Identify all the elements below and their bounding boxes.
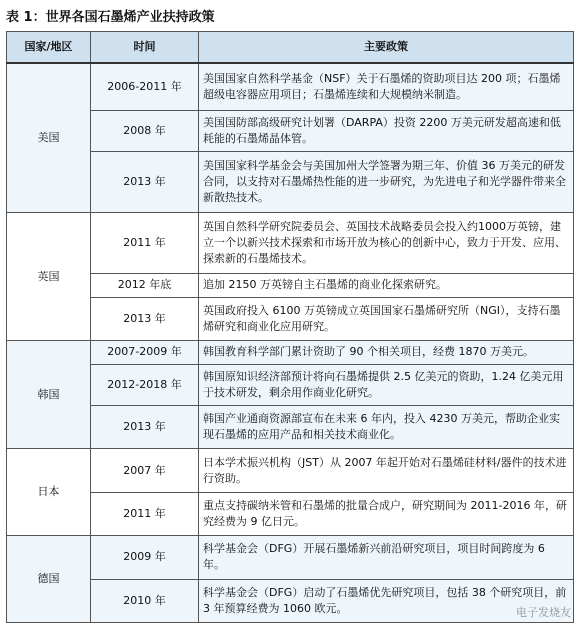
table-row: [7, 341, 574, 365]
time-cell: 2011 年: [91, 213, 199, 274]
country-cell: 日本: [7, 449, 91, 536]
time-cell: 2012-2018 年: [91, 364, 199, 405]
policy-cell: 美国国家自然科学基金（NSF）关于石墨烯的资助项目达 200 项；石墨烯超级电容器应用项目；石墨烯连续和大规模纳米制造。: [199, 63, 574, 111]
country-cell: 韩国: [7, 341, 91, 449]
table-row: [7, 63, 574, 111]
policy-cell: 美国国家科学基金会与美国加州大学签署为期三年、价值 36 万美元的研发合同，以支持对石墨烯热性能的进一步研究，为先进电子和光学器件带来全新散热技术。: [199, 152, 574, 213]
header-policy: 主要政策: [199, 32, 574, 64]
policy-cell: 日本学术振兴机构（JST）从 2007 年起开始对石墨烯硅材料/器件的技术进行资助。: [199, 449, 574, 492]
policy-table: [6, 31, 574, 623]
header-country: 国家/地区: [7, 32, 91, 64]
table-row: [7, 273, 574, 297]
policy-cell: 韩国教育科学部门累计资助了 90 个相关项目，经费 1870 万美元。: [199, 341, 574, 365]
policy-cell: 美国国防部高级研究计划署（DARPA）投资 2200 万美元研发超高速和低耗能的石墨烯晶体管。: [199, 111, 574, 152]
policy-cell: 追加 2150 万英镑自主石墨烯的商业化探索研究。: [199, 273, 574, 297]
time-cell: 2013 年: [91, 297, 199, 340]
time-cell: 2010 年: [91, 579, 199, 622]
policy-table-container: [6, 31, 573, 623]
table-row: [7, 111, 574, 152]
policy-cell: 科学基金会（DFG）开展石墨烯新兴前沿研究项目，项目时间跨度为 6 年。: [199, 536, 574, 579]
time-cell: 2012 年底: [91, 273, 199, 297]
time-cell: 2007 年: [91, 449, 199, 492]
country-cell: 德国: [7, 536, 91, 623]
watermark-text: 电子发烧友: [516, 606, 571, 619]
time-cell: 2009 年: [91, 536, 199, 579]
policy-cell: 韩国原知识经济部预计将向石墨烯提供 2.5 亿美元的资助，1.24 亿美元用于技术研发，剩余用作商业化研究。: [199, 364, 574, 405]
table-row: [7, 492, 574, 535]
table-row: [7, 213, 574, 274]
policy-cell: 英国政府投入 6100 万英镑成立英国国家石墨烯研究所（NGI），支持石墨烯研究和商业化应用研究。: [199, 297, 574, 340]
country-cell: 英国: [7, 213, 91, 341]
header-row: [7, 32, 574, 64]
time-cell: 2011 年: [91, 492, 199, 535]
policy-cell: 重点支持碳纳米管和石墨烯的批量合成户，研究期间为 2011-2016 年，研究经费为 9 亿日元。: [199, 492, 574, 535]
header-time: 时间: [91, 32, 199, 64]
policy-cell: 科学基金会（DFG）启动了石墨烯优先研究项目，包括 38 个研究项目，前 3 年预算经费为 1060 欧元。: [199, 579, 574, 622]
table-row: [7, 364, 574, 405]
table-row: [7, 579, 574, 622]
policy-cell: 韩国产业通商资源部宣布在未来 6 年内，投入 4230 万美元，帮助企业实现石墨烯的应用产品和相关技术商业化。: [199, 406, 574, 449]
table-row: [7, 297, 574, 340]
table-row: [7, 406, 574, 449]
table-row: [7, 449, 574, 492]
time-cell: 2013 年: [91, 406, 199, 449]
country-cell: 美国: [7, 63, 91, 213]
table-title: 表 1：世界各国石墨烯产业扶持政策: [6, 10, 215, 25]
time-cell: 2013 年: [91, 152, 199, 213]
time-cell: 2008 年: [91, 111, 199, 152]
time-cell: 2007-2009 年: [91, 341, 199, 365]
policy-cell: 英国自然科学研究院委员会、英国技术战略委员会投入约1000万英镑，建立一个以新兴技术探索和市场开放为核心的创新中心，致力于开发、应用、探索新的石墨烯技术。: [199, 213, 574, 274]
table-row: [7, 152, 574, 213]
time-cell: 2006-2011 年: [91, 63, 199, 111]
table-row: [7, 536, 574, 579]
